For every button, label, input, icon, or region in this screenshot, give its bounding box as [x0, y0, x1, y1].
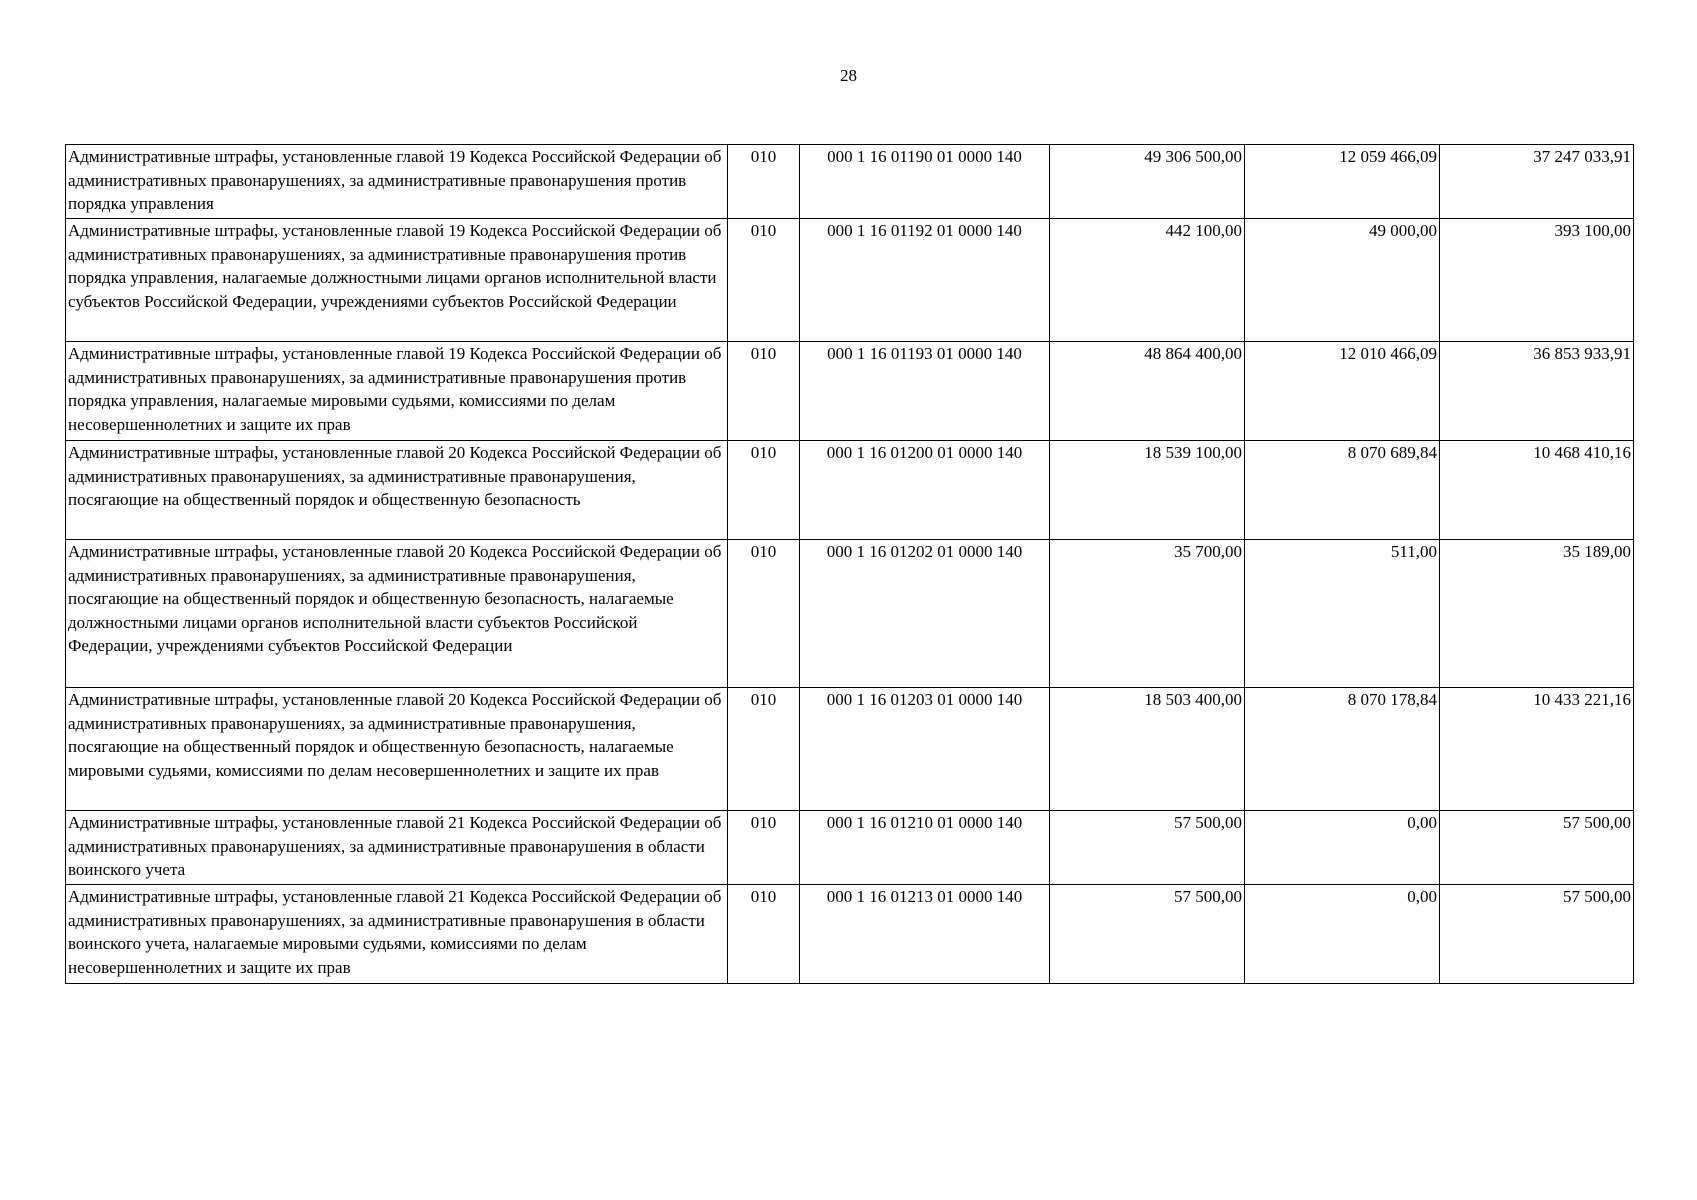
row-approved-cell: 18 503 400,00: [1050, 688, 1245, 811]
row-remaining-cell: 10 468 410,16: [1440, 441, 1634, 540]
row-remaining-cell: 37 247 033,91: [1440, 145, 1634, 219]
table-row: [66, 342, 1634, 441]
row-budget-code-cell: 000 1 16 01190 01 0000 140: [800, 145, 1050, 219]
row-line-code-cell: 010: [728, 811, 800, 885]
row-name-cell: Административные штрафы, установленные главой 20 Кодекса Российской Федерации об административных правонарушениях, за административные правонарушения, посягающие на общественный порядок и общественную безопасность, налагаемые должностными лицами органов исполнительной власти субъектов Российской Федерации, учреждениями субъектов Российской Федерации: [66, 540, 728, 688]
row-budget-code-cell: 000 1 16 01193 01 0000 140: [800, 342, 1050, 441]
row-approved-cell: 18 539 100,00: [1050, 441, 1245, 540]
row-name-cell: Административные штрафы, установленные главой 20 Кодекса Российской Федерации об административных правонарушениях, за административные правонарушения, посягающие на общественный порядок и общественную безопасность, налагаемые мировыми судьями, комиссиями по делам несовершеннолетних и защите их прав: [66, 688, 728, 811]
table-row: [66, 540, 1634, 688]
row-name-cell: Административные штрафы, установленные главой 20 Кодекса Российской Федерации об административных правонарушениях, за административные правонарушения, посягающие на общественный порядок и общественную безопасность: [66, 441, 728, 540]
row-budget-code-cell: 000 1 16 01202 01 0000 140: [800, 540, 1050, 688]
row-line-code-cell: 010: [728, 219, 800, 342]
row-executed-cell: 49 000,00: [1245, 219, 1440, 342]
revenue-table: [65, 144, 1634, 984]
row-executed-cell: 0,00: [1245, 885, 1440, 984]
row-line-code-cell: 010: [728, 688, 800, 811]
row-name-cell: Административные штрафы, установленные главой 19 Кодекса Российской Федерации об административных правонарушениях, за административные правонарушения против порядка управления, налагаемые должностными лицами органов исполнительной власти субъектов Российской Федерации, учреждениями субъектов Российской Федерации: [66, 219, 728, 342]
row-executed-cell: 12 059 466,09: [1245, 145, 1440, 219]
row-approved-cell: 57 500,00: [1050, 885, 1245, 984]
row-budget-code-cell: 000 1 16 01203 01 0000 140: [800, 688, 1050, 811]
row-line-code-cell: 010: [728, 885, 800, 984]
row-budget-code-cell: 000 1 16 01200 01 0000 140: [800, 441, 1050, 540]
row-line-code-cell: 010: [728, 441, 800, 540]
row-remaining-cell: 36 853 933,91: [1440, 342, 1634, 441]
row-name-cell: Административные штрафы, установленные главой 19 Кодекса Российской Федерации об административных правонарушениях, за административные правонарушения против порядка управления: [66, 145, 728, 219]
page-number: 28: [840, 66, 857, 85]
table-row: [66, 219, 1634, 342]
row-name-cell: Административные штрафы, установленные главой 21 Кодекса Российской Федерации об административных правонарушениях, за административные правонарушения в области воинского учета: [66, 811, 728, 885]
row-line-code-cell: 010: [728, 540, 800, 688]
row-remaining-cell: 35 189,00: [1440, 540, 1634, 688]
row-approved-cell: 35 700,00: [1050, 540, 1245, 688]
revenue-table-body: [66, 145, 1634, 984]
row-name-cell: Административные штрафы, установленные главой 19 Кодекса Российской Федерации об административных правонарушениях, за административные правонарушения против порядка управления, налагаемые мировыми судьями, комиссиями по делам несовершеннолетних и защите их прав: [66, 342, 728, 441]
table-row: [66, 811, 1634, 885]
row-name-cell: Административные штрафы, установленные главой 21 Кодекса Российской Федерации об административных правонарушениях, за административные правонарушения в области воинского учета, налагаемые мировыми судьями, комиссиями по делам несовершеннолетних и защите их прав: [66, 885, 728, 984]
table-row: [66, 441, 1634, 540]
row-approved-cell: 442 100,00: [1050, 219, 1245, 342]
row-approved-cell: 57 500,00: [1050, 811, 1245, 885]
row-remaining-cell: 57 500,00: [1440, 811, 1634, 885]
table-row: [66, 885, 1634, 984]
row-executed-cell: 0,00: [1245, 811, 1440, 885]
table-row: [66, 145, 1634, 219]
row-budget-code-cell: 000 1 16 01213 01 0000 140: [800, 885, 1050, 984]
row-executed-cell: 8 070 178,84: [1245, 688, 1440, 811]
row-approved-cell: 49 306 500,00: [1050, 145, 1245, 219]
row-executed-cell: 12 010 466,09: [1245, 342, 1440, 441]
row-executed-cell: 511,00: [1245, 540, 1440, 688]
row-line-code-cell: 010: [728, 145, 800, 219]
row-remaining-cell: 57 500,00: [1440, 885, 1634, 984]
row-budget-code-cell: 000 1 16 01192 01 0000 140: [800, 219, 1050, 342]
row-remaining-cell: 393 100,00: [1440, 219, 1634, 342]
row-line-code-cell: 010: [728, 342, 800, 441]
row-remaining-cell: 10 433 221,16: [1440, 688, 1634, 811]
row-budget-code-cell: 000 1 16 01210 01 0000 140: [800, 811, 1050, 885]
row-approved-cell: 48 864 400,00: [1050, 342, 1245, 441]
table-row: [66, 688, 1634, 811]
row-executed-cell: 8 070 689,84: [1245, 441, 1440, 540]
